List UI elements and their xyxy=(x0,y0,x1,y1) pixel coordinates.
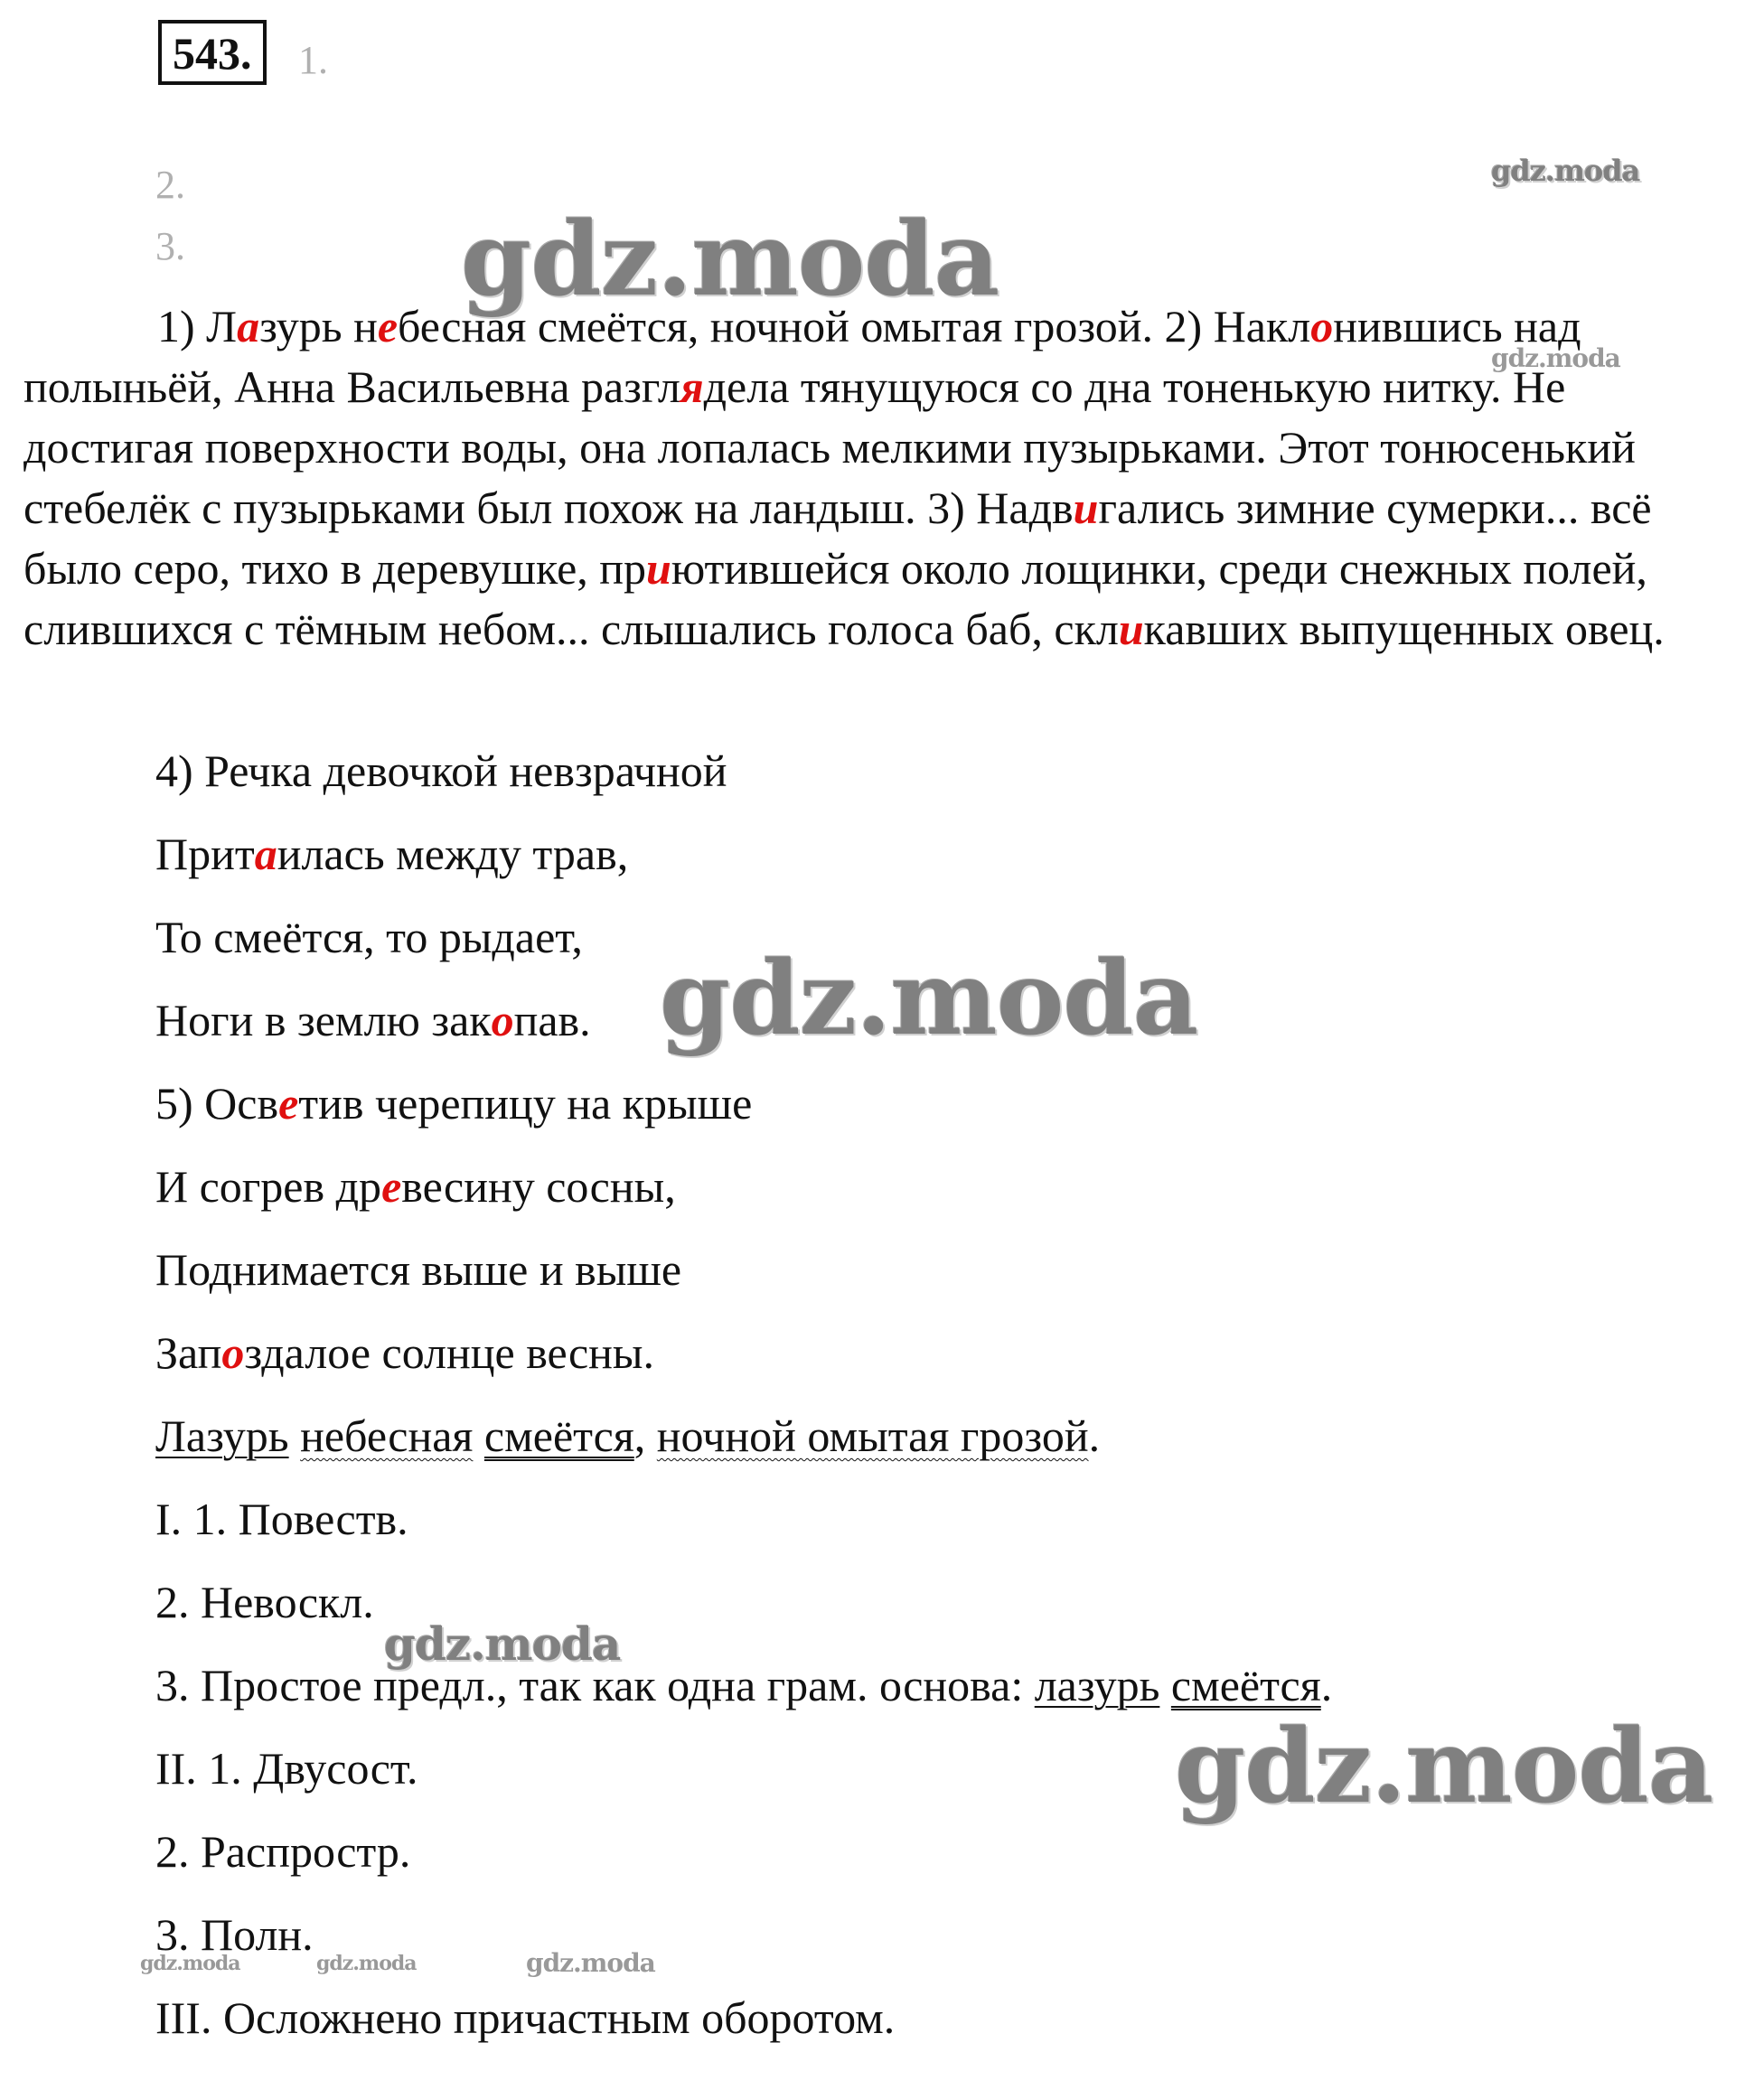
watermark-small-right: gdz.moda xyxy=(1491,343,1620,373)
inserted-letter: и xyxy=(1073,483,1099,533)
analysis-ii2: 2. Распростр. xyxy=(155,1826,411,1877)
analysis-i1: I. 1. Повеств. xyxy=(155,1494,408,1544)
subject: лазурь xyxy=(1034,1660,1160,1710)
watermark-top-right: gdz.moda xyxy=(1491,154,1640,188)
analysis-i3: 3. Простое предл., так как одна грам. основа: лазурь смеётся. xyxy=(155,1660,1333,1710)
participial-phrase: ночной омытая грозой xyxy=(656,1410,1089,1461)
watermark-tiny-2: gdz.moda xyxy=(316,1952,417,1975)
predicate: смеётся xyxy=(1170,1660,1321,1710)
inserted-letter: а xyxy=(237,301,260,351)
inserted-letter: е xyxy=(381,1161,402,1212)
exercise-number: 543. xyxy=(158,20,267,85)
watermark-tiny-3: gdz.moda xyxy=(526,1948,655,1978)
attribute: небесная xyxy=(300,1410,474,1461)
watermark-middle: gdz.moda xyxy=(660,940,1198,1058)
poem4-line1: 4) Речка девочкой невзрачной xyxy=(155,745,727,796)
poem5-line4: Запоздалое солнце весны. xyxy=(155,1327,655,1378)
poem5-line1: 5) Осветив черепицу на крыше xyxy=(155,1078,753,1129)
analysis-iii: III. Осложнено причастным оборотом. xyxy=(155,1992,896,2043)
analysis-i2: 2. Невоскл. xyxy=(155,1577,374,1627)
inserted-letter: и xyxy=(1118,604,1144,654)
analysis-ii3: 3. Полн. xyxy=(155,1909,314,1960)
watermark-mid-left: gdz.moda xyxy=(384,1617,621,1671)
inserted-letter: о xyxy=(491,995,514,1045)
mark-3: 3. xyxy=(155,224,185,268)
watermark-bottom-right: gdz.moda xyxy=(1175,1708,1713,1826)
subject: Лазурь xyxy=(155,1410,289,1461)
inserted-letter: а xyxy=(254,829,277,879)
watermark-top: gdz.moda xyxy=(461,201,999,319)
predicate: смеётся xyxy=(483,1410,634,1461)
inserted-letter: я xyxy=(680,361,704,412)
mark-2: 2. xyxy=(155,163,185,207)
poem5-line3: Поднимается выше и выше xyxy=(155,1244,682,1295)
poem4-line4: Ноги в землю закопав. xyxy=(155,995,591,1045)
poem4-line3: То смеётся, то рыдает, xyxy=(155,912,583,962)
inserted-letter: и xyxy=(646,543,671,594)
inserted-letter: е xyxy=(278,1078,299,1129)
analyzed-sentence: Лазурь небесная смеётся, ночной омытая грозой. xyxy=(155,1410,1101,1461)
main-paragraph: 1) Лазурь небесная смеётся, ночной омытая грозой. 2) Наклонившись над полыньёй, Анна Васильевна разглядела тянущуюся со дна тоненькую нитку. Не достигая поверхности воды, она лопалась мелкими пузырьками. Этот тонюсенький стебелёк с пузырьками был похож на ландыш. 3) Надвигались зимние сумерки... всё было серо, тихо в деревушке, приютившейся около лощинки, среди снежных полей, слившихся с тёмным небом... слышались голоса баб, скликавших выпущенных овец. xyxy=(23,301,1665,654)
inserted-letter: о xyxy=(1310,301,1334,351)
watermark-tiny-1: gdz.moda xyxy=(140,1952,240,1975)
poem5-line2: И согрев древесину сосны, xyxy=(155,1161,676,1212)
inserted-letter: е xyxy=(377,301,399,351)
mark-1: 1. xyxy=(298,38,328,82)
poem4-line2: Притаилась между трав, xyxy=(155,829,629,879)
inserted-letter: о xyxy=(221,1327,245,1378)
analysis-ii1: II. 1. Двусост. xyxy=(155,1743,418,1794)
